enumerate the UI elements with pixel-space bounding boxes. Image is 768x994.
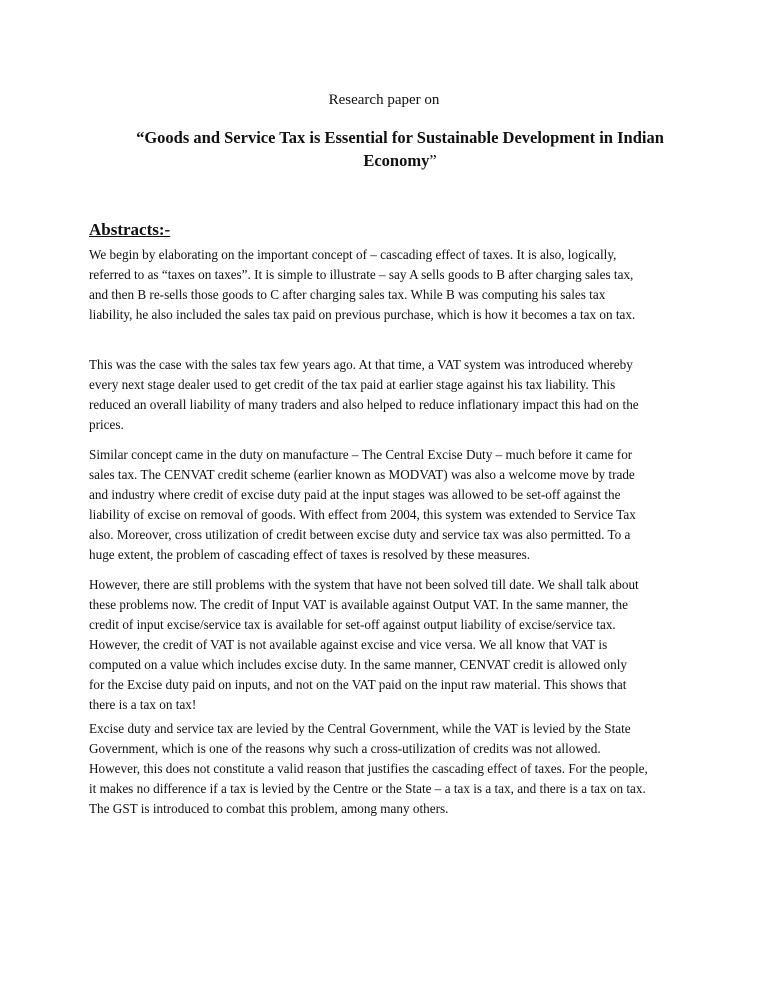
document-title-line-1 [60,126,740,149]
title-close-quote: ” [429,151,437,170]
title-open-quote: “ [136,128,145,147]
paragraph-line: However, this does not constitute a valid reason that justifies the cascading effect of taxes. For the people, [89,761,648,776]
paragraph-line: We begin by elaborating on the important concept of – cascading effect of taxes. It is also, logically, [89,247,617,262]
title-text-line-2: Economy [363,151,430,170]
paragraph-line: credit of input excise/service tax is available for set-off against output liability of excise/service tax. [89,617,616,632]
paragraph-line: However, the credit of VAT is not available against excise and vice versa. We all know that VAT is [89,637,608,652]
abstract-heading: Abstracts:- [89,220,171,239]
paragraph-line: referred to as “taxes on taxes”. It is simple to illustrate – say A sells goods to B after charging sales tax, [89,267,634,282]
paragraph-line: and industry where credit of excise duty paid at the input stages was allowed to be set-off against the [89,487,621,502]
paragraph-line: Similar concept came in the duty on manufacture – The Central Excise Duty – much before it came for [89,447,633,462]
paragraph-line: computed on a value which includes excise duty. In the same manner, CENVAT credit is allowed only [89,657,627,672]
paragraph-line: for the Excise duty paid on inputs, and not on the VAT paid on the input raw material. This shows that [89,677,627,692]
paragraph-line: Government, which is one of the reasons why such a cross-utilization of credits was not allowed. [89,741,601,756]
title-text-line-1: Goods and Service Tax is Essential for Sustainable Development in Indian [144,128,664,147]
paragraph-line: sales tax. The CENVAT credit scheme (earlier known as MODVAT) was also a welcome move by trade [89,467,635,482]
paragraph-line: prices. [89,417,124,432]
paragraph-line: and then B re-sells those goods to C after charging sales tax. While B was computing his sales tax [89,287,606,302]
paragraph-line: liability of excise on removal of goods. With effect from 2004, this system was extended to Service Tax [89,507,636,522]
document-subtitle: Research paper on [328,92,440,108]
paragraph-line: every next stage dealer used to get credit of the tax paid at earlier stage against his tax liability. This [89,377,616,392]
paragraph-line: huge extent, the problem of cascading effect of taxes is resolved by these measures. [89,547,531,562]
paragraph-line: The GST is introduced to combat this problem, among many others. [89,801,449,816]
paragraph-line: also. Moreover, cross utilization of credit between excise duty and service tax was also permitted. To a [89,527,631,542]
paragraph-line: there is a tax on tax! [89,697,197,712]
paragraph-line: these problems now. The credit of Input VAT is available against Output VAT. In the same manner, the [89,597,628,612]
paragraph-line: it makes no difference if a tax is levied by the Centre or the State – a tax is a tax, and there is a tax on tax. [89,781,646,796]
paragraph-line: Excise duty and service tax are levied by the Central Government, while the VAT is levied by the State [89,721,631,736]
paragraph-line: This was the case with the sales tax few years ago. At that time, a VAT system was introduced whereby [89,357,633,372]
paragraph-line: liability, he also included the sales tax paid on previous purchase, which is how it becomes a tax on tax. [89,307,636,322]
paragraph-line: reduced an overall liability of many traders and also helped to reduce inflationary impact this had on the [89,397,639,412]
paragraph-line: However, there are still problems with the system that have not been solved till date. We shall talk about [89,577,639,592]
document-title-line-2 [60,149,740,172]
